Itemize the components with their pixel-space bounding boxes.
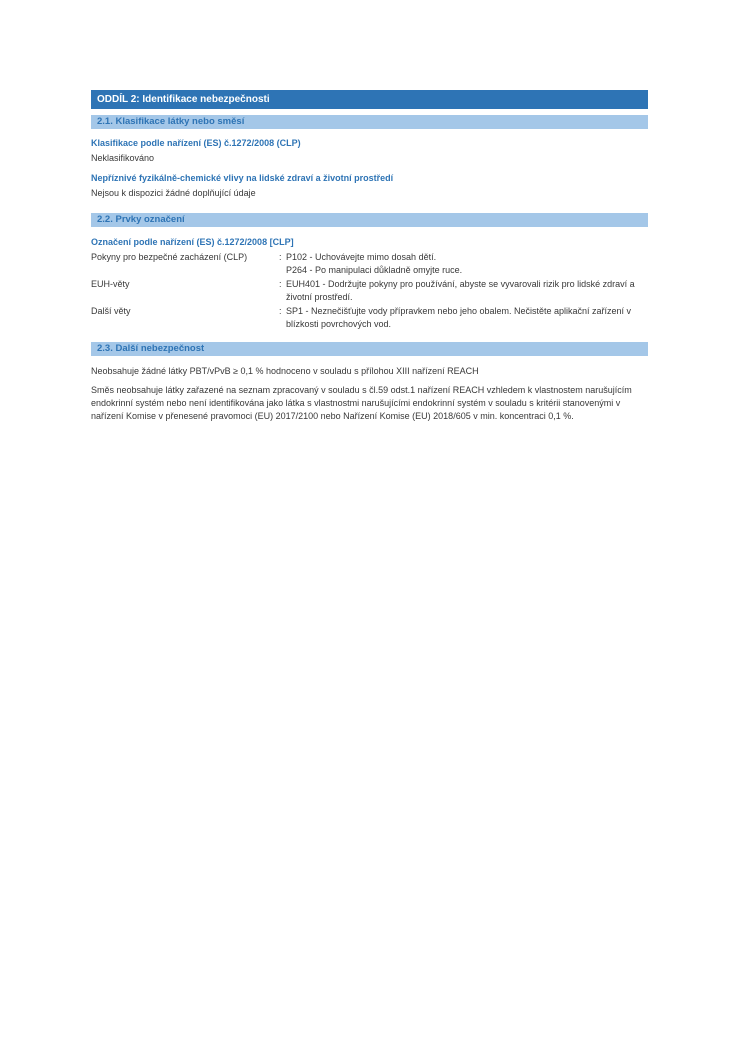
table-row: [91, 251, 648, 276]
row-value: SP1 - Neznečišťujte vody přípravkem nebo jeho obalem. Nečistěte aplikační zařízení v blízkosti povrchových vod.: [286, 306, 632, 329]
adverse-effects-heading: Nepříznivé fyzikálně-chemické vlivy na lidské zdraví a životní prostředí: [91, 173, 394, 183]
row-separator: :: [279, 252, 282, 262]
subsection-2-1-title: 2.1. Klasifikace látky nebo směsí: [97, 116, 245, 127]
row-label: Pokyny pro bezpečné zacházení (CLP): [91, 252, 248, 262]
row-label: EUH-věty: [91, 279, 130, 289]
labelling-table: [91, 251, 648, 330]
adverse-effects-value: Nejsou k dispozici žádné doplňující údaje: [91, 188, 256, 198]
row-separator: :: [279, 279, 282, 289]
section-2-header-bar: [91, 90, 648, 109]
section-2-title: ODDÍL 2: Identifikace nebezpečnosti: [97, 94, 270, 105]
subsection-2-3-bar: [91, 342, 648, 356]
table-row: [91, 305, 648, 330]
classification-value: Neklasifikováno: [91, 153, 155, 163]
classification-heading: Klasifikace podle nařízení (ES) č.1272/2008 (CLP): [91, 138, 301, 148]
subsection-2-1-bar: [91, 115, 648, 129]
row-value-line: P102 - Uchovávejte mimo dosah dětí.: [286, 252, 437, 262]
section-2-content: [91, 90, 648, 423]
row-value: [286, 251, 643, 276]
subsection-2-2-bar: [91, 213, 648, 227]
pbt-statement: Neobsahuje žádné látky PBT/vPvB ≥ 0,1 % hodnoceno v souladu s přílohou XIII nařízení REACH: [91, 366, 479, 376]
subsection-2-2-title: 2.2. Prvky označení: [97, 214, 185, 225]
endocrine-statement: Směs neobsahuje látky zařazené na seznam zpracovaný v souladu s čl.59 odst.1 nařízení REACH vzhledem k vlastnostem narušujícím endokrinní systém nebo není identifikována jako látka s vlastnostmi narušujícími endokrinní systém v souladu s kritérii stanovenými v nařízení Komise v přenesené pravomoci (EU) 2017/2100 nebo Nařízení Komise (EU) 2018/605 v min. koncentraci 0,1 %.: [91, 385, 632, 421]
subsection-2-3-title: 2.3. Další nebezpečnost: [97, 343, 205, 354]
row-value-line: P264 - Po manipulaci důkladně omyjte ruce.: [286, 264, 463, 275]
row-separator: :: [279, 306, 282, 316]
table-row: [91, 278, 648, 303]
row-label: Další věty: [91, 306, 131, 316]
labelling-heading: Označení podle nařízení (ES) č.1272/2008 [CLP]: [91, 237, 294, 247]
row-value: EUH401 - Dodržujte pokyny pro používání, abyste se vyvarovali rizik pro lidské zdraví a životní prostředí.: [286, 279, 635, 302]
